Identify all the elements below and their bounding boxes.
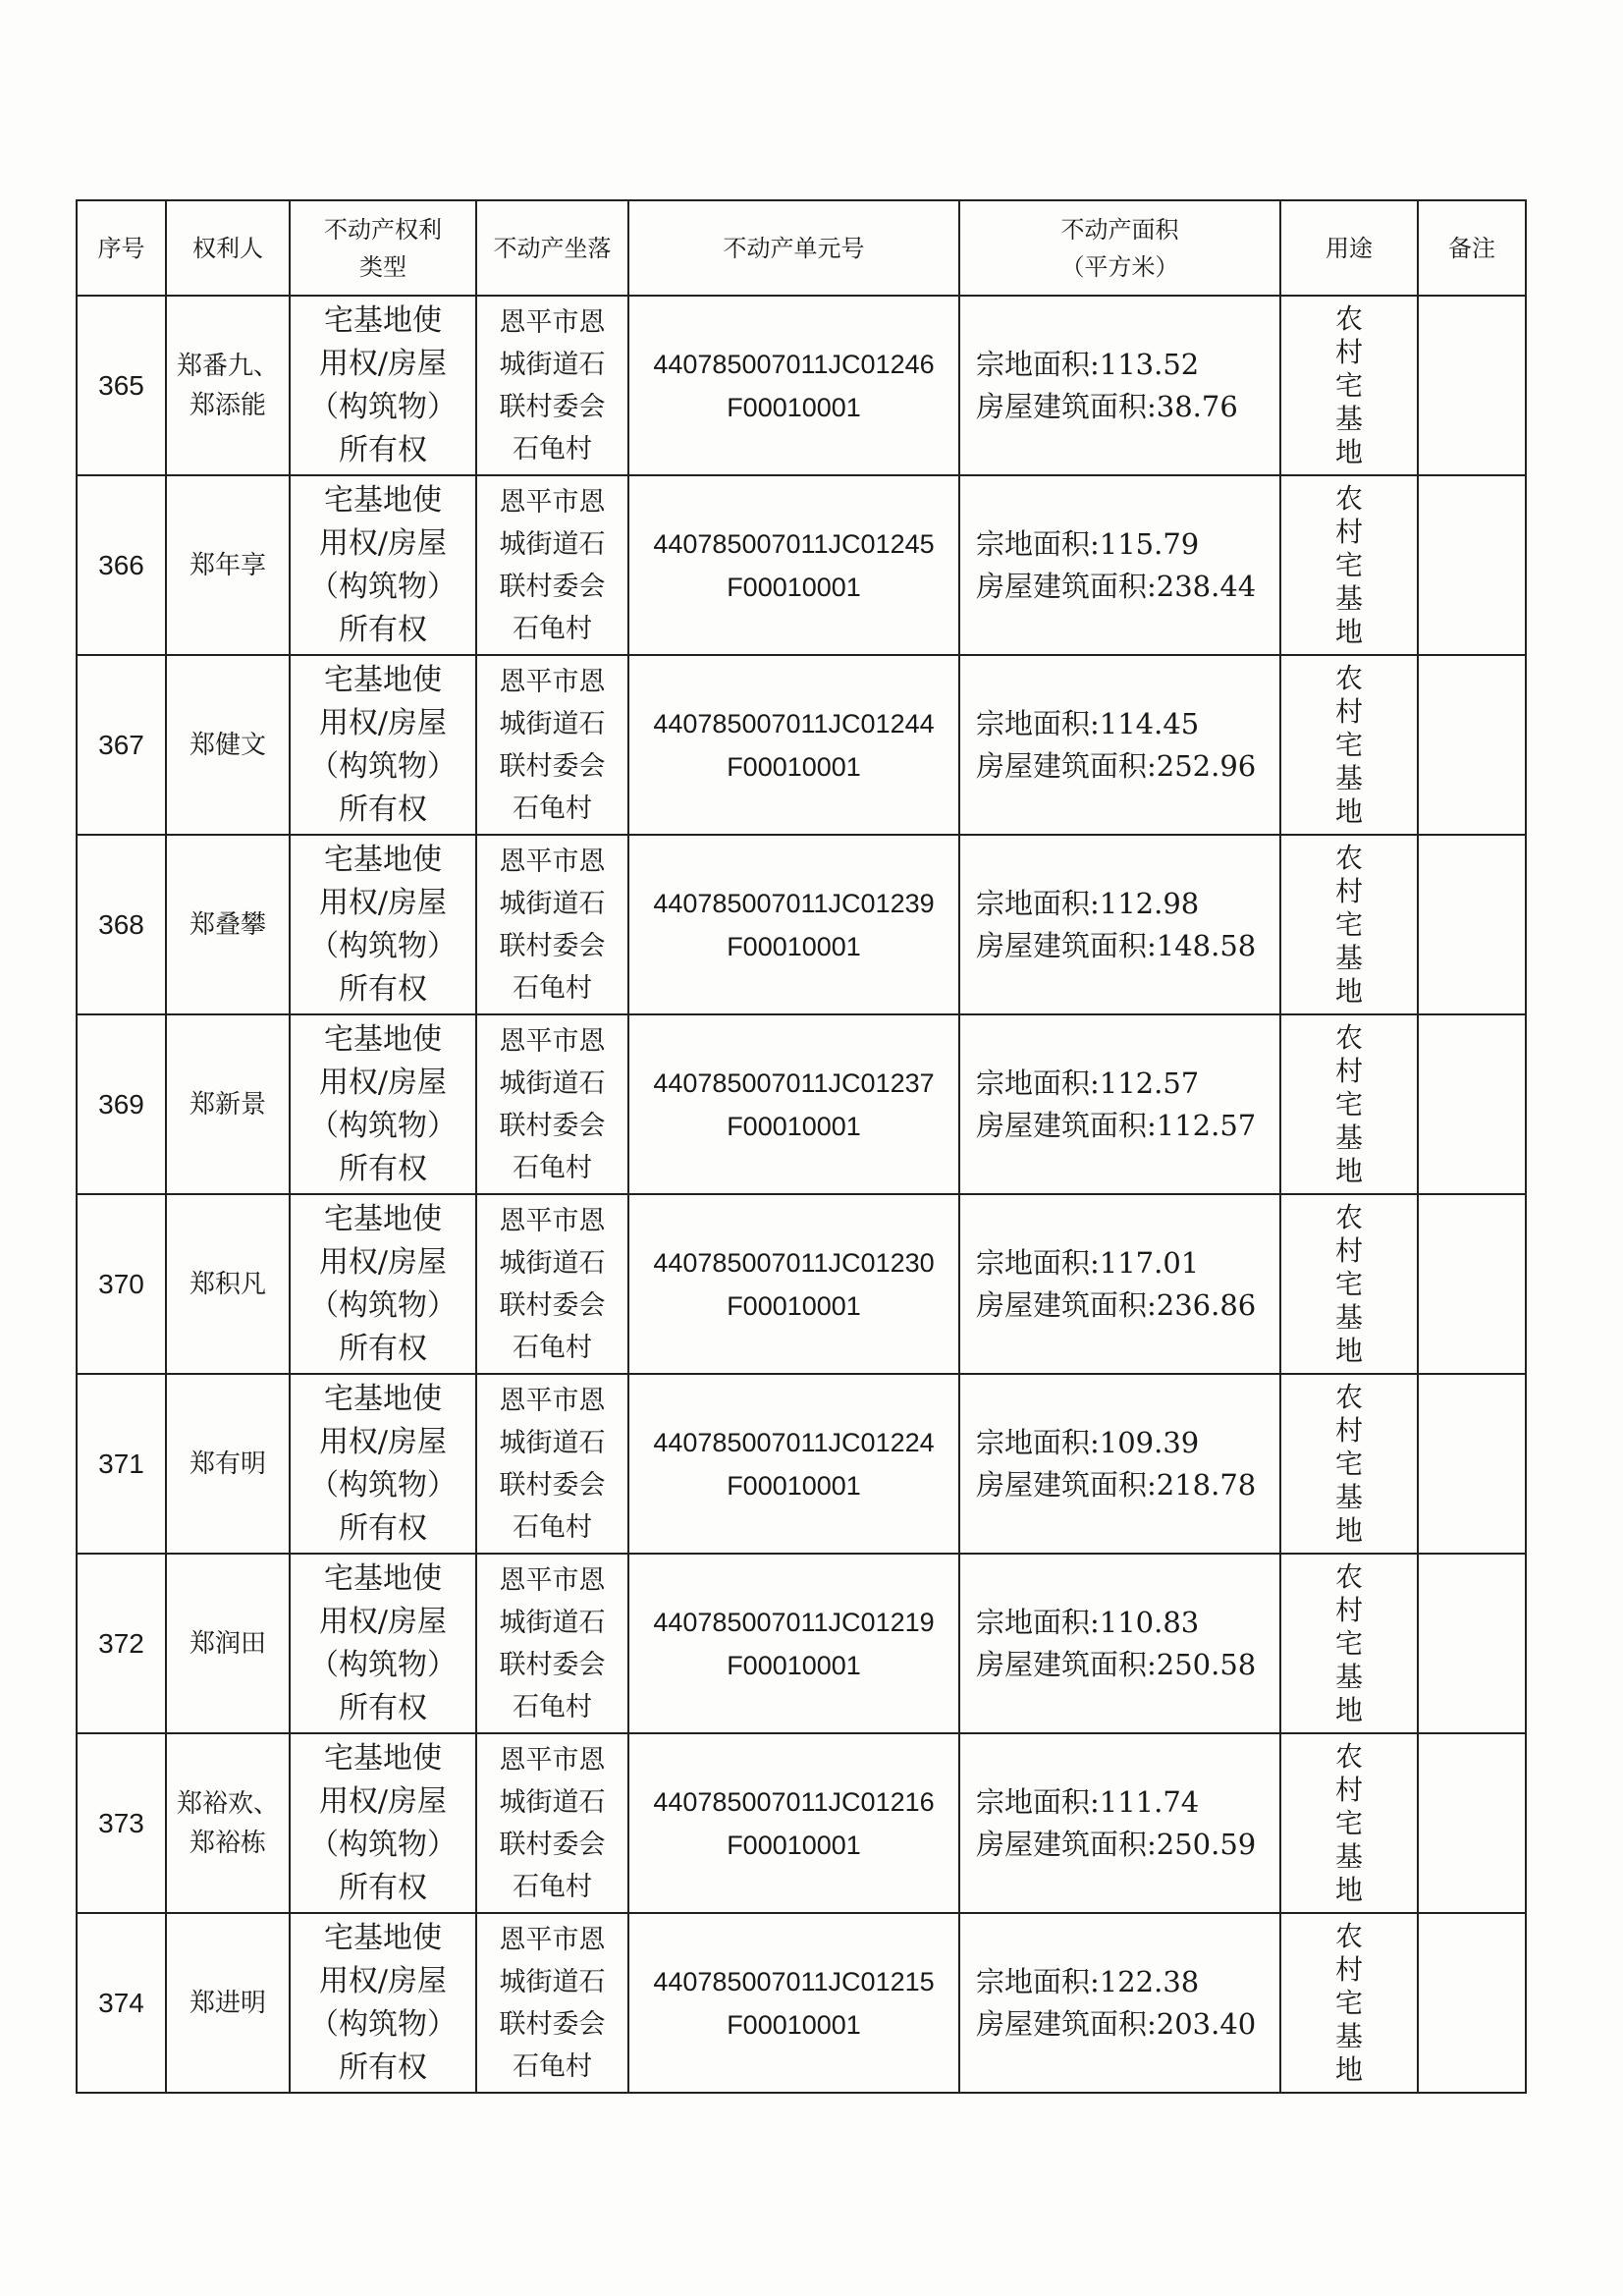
right-type-line: 宅基地使	[324, 662, 442, 697]
location-line: 恩平市恩	[499, 1205, 606, 1236]
location-line: 城街道石	[499, 1247, 606, 1279]
header-right-type	[290, 200, 476, 296]
right-type-line: 用权/房屋	[318, 346, 448, 381]
location-line: 石龟村	[513, 1871, 592, 1902]
location-line: 石龟村	[513, 972, 592, 1004]
holder-line: 郑年享	[189, 550, 266, 580]
use-char: 农	[1334, 841, 1363, 874]
location-line: 联村委会	[499, 571, 606, 602]
land-area: 宗地面积:115.79	[976, 526, 1200, 561]
use-char: 村	[1334, 335, 1363, 368]
holder-line: 郑番九、	[176, 351, 279, 381]
unit-no-line: F00010001	[727, 1470, 861, 1501]
use-char: 基	[1334, 1300, 1363, 1334]
right-type-line: 所有权	[339, 1331, 427, 1366]
unit-no-line: 440785007011JC01230	[653, 1247, 935, 1278]
unit-no-line: 440785007011JC01216	[653, 1786, 935, 1817]
location-line: 恩平市恩	[499, 1924, 606, 1955]
location-line: 城街道石	[499, 528, 606, 560]
cell-location	[476, 296, 628, 475]
header-row	[77, 200, 1526, 296]
use-char: 基	[1334, 581, 1363, 615]
table-row	[77, 835, 1526, 1014]
land-area: 宗地面积:111.74	[976, 1784, 1200, 1819]
cell-note	[1418, 655, 1526, 835]
cell-holder	[166, 475, 290, 655]
cell-right-type	[290, 1733, 476, 1913]
use-char: 农	[1334, 1380, 1363, 1413]
use-char: 基	[1334, 941, 1363, 974]
use-char: 宅	[1334, 1447, 1363, 1480]
cell-area	[959, 1014, 1280, 1194]
use-char: 村	[1334, 515, 1363, 548]
use-char: 村	[1334, 1952, 1363, 1986]
location-line: 城街道石	[499, 1427, 606, 1458]
cell-location	[476, 1374, 628, 1554]
land-area: 宗地面积:109.39	[976, 1425, 1200, 1459]
right-type-line: 用权/房屋	[318, 885, 448, 920]
use-char: 宅	[1334, 1267, 1363, 1300]
cell-unit-no	[628, 1194, 959, 1374]
location-line: 城街道石	[499, 1966, 606, 1997]
cell-use	[1280, 475, 1418, 655]
right-type-line: 用权/房屋	[318, 1604, 448, 1639]
cell-location	[476, 1733, 628, 1913]
land-area: 宗地面积:117.01	[976, 1245, 1200, 1280]
building-area: 房屋建筑面积:203.40	[976, 2006, 1257, 2041]
use-char: 地	[1334, 794, 1363, 828]
right-type-line: 所有权	[339, 432, 427, 467]
right-type-line: 用权/房屋	[318, 1783, 448, 1819]
use-char: 农	[1334, 1559, 1363, 1593]
right-type-line: 所有权	[339, 1690, 427, 1725]
table-row	[77, 1194, 1526, 1374]
cell-note	[1418, 1374, 1526, 1554]
location-line: 石龟村	[513, 613, 592, 644]
use-char: 宅	[1334, 1986, 1363, 2019]
cell-note	[1418, 1733, 1526, 1913]
unit-no-line: F00010001	[727, 2009, 861, 2040]
use-char: 村	[1334, 1233, 1363, 1267]
cell-unit-no	[628, 655, 959, 835]
building-area: 房屋建筑面积:252.96	[976, 748, 1257, 783]
right-type-line: 所有权	[339, 792, 427, 827]
cell-note	[1418, 1554, 1526, 1733]
location-line: 城街道石	[499, 1786, 606, 1818]
location-line: 城街道石	[499, 1607, 606, 1638]
cell-use	[1280, 1014, 1418, 1194]
right-type-line: 用权/房屋	[318, 1963, 448, 1998]
land-area: 宗地面积:114.45	[976, 706, 1200, 740]
cell-location	[476, 1194, 628, 1374]
cell-seq: 374	[77, 1913, 166, 2093]
cell-location	[476, 475, 628, 655]
building-area: 房屋建筑面积:250.59	[976, 1827, 1257, 1861]
table-header	[77, 200, 1526, 296]
cell-right-type	[290, 1554, 476, 1733]
use-char: 农	[1334, 1200, 1363, 1233]
right-type-line: 宅基地使	[324, 1381, 442, 1416]
table-row	[77, 1374, 1526, 1554]
right-type-line: （构筑物）	[309, 1287, 457, 1323]
use-char: 村	[1334, 1054, 1363, 1087]
cell-use	[1280, 1733, 1418, 1913]
cell-seq: 369	[77, 1014, 166, 1194]
header-seq: 序号	[77, 200, 166, 296]
cell-seq: 368	[77, 835, 166, 1014]
use-char: 宅	[1334, 1806, 1363, 1839]
header-area-line2: （平方米）	[1060, 252, 1179, 281]
right-type-line: 用权/房屋	[318, 705, 448, 740]
unit-no-line: 440785007011JC01244	[653, 708, 935, 738]
header-unit-no: 不动产单元号	[628, 200, 959, 296]
cell-unit-no	[628, 475, 959, 655]
right-type-line: 所有权	[339, 2050, 427, 2085]
right-type-line: 所有权	[339, 1510, 427, 1546]
location-line: 城街道石	[499, 708, 606, 739]
cell-right-type	[290, 296, 476, 475]
use-char: 基	[1334, 1121, 1363, 1154]
building-area: 房屋建筑面积:236.86	[976, 1287, 1257, 1322]
cell-area	[959, 1913, 1280, 2093]
unit-no-line: F00010001	[727, 572, 861, 602]
use-char: 基	[1334, 1480, 1363, 1513]
use-char: 农	[1334, 1919, 1363, 1952]
unit-no-line: F00010001	[727, 1290, 861, 1321]
table-row	[77, 1913, 1526, 2093]
table-row	[77, 1014, 1526, 1194]
cell-unit-no	[628, 1554, 959, 1733]
use-char: 村	[1334, 874, 1363, 907]
property-register-table	[76, 199, 1527, 2094]
use-char: 地	[1334, 974, 1363, 1008]
holder-line: 郑健文	[189, 730, 266, 760]
table-row	[77, 1733, 1526, 1913]
cell-location	[476, 1554, 628, 1733]
location-line: 联村委会	[499, 391, 606, 422]
cell-area	[959, 1733, 1280, 1913]
table-row	[77, 655, 1526, 835]
cell-note	[1418, 1913, 1526, 2093]
cell-unit-no	[628, 296, 959, 475]
holder-line: 郑有明	[189, 1449, 266, 1479]
table-body	[77, 296, 1526, 2093]
table-row	[77, 296, 1526, 475]
header-right-type-line2: 类型	[359, 252, 406, 281]
cell-seq: 371	[77, 1374, 166, 1554]
cell-area	[959, 835, 1280, 1014]
use-char: 农	[1334, 1020, 1363, 1054]
cell-use	[1280, 1554, 1418, 1733]
land-area: 宗地面积:113.52	[976, 347, 1200, 381]
use-char: 农	[1334, 661, 1363, 694]
holder-line: 郑进明	[189, 1988, 266, 2018]
location-line: 恩平市恩	[499, 486, 606, 518]
cell-holder	[166, 655, 290, 835]
land-area: 宗地面积:112.98	[976, 886, 1200, 920]
right-type-line: 宅基地使	[324, 1740, 442, 1776]
cell-right-type	[290, 835, 476, 1014]
cell-note	[1418, 296, 1526, 475]
cell-area	[959, 1194, 1280, 1374]
cell-note	[1418, 475, 1526, 655]
header-note: 备注	[1418, 200, 1526, 296]
right-type-line: （构筑物）	[309, 1647, 457, 1682]
table-row	[77, 475, 1526, 655]
location-line: 恩平市恩	[499, 666, 606, 697]
table-row	[77, 1554, 1526, 1733]
unit-no-line: 440785007011JC01224	[653, 1427, 935, 1457]
use-char: 农	[1334, 1739, 1363, 1773]
cell-right-type	[290, 1194, 476, 1374]
cell-area	[959, 475, 1280, 655]
right-type-line: 所有权	[339, 971, 427, 1007]
use-char: 地	[1334, 1873, 1363, 1906]
location-line: 联村委会	[499, 2008, 606, 2040]
use-char: 地	[1334, 435, 1363, 468]
use-char: 村	[1334, 1413, 1363, 1447]
cell-seq: 365	[77, 296, 166, 475]
use-char: 宅	[1334, 728, 1363, 761]
cell-right-type	[290, 655, 476, 835]
building-area: 房屋建筑面积:112.57	[976, 1108, 1257, 1142]
use-char: 农	[1334, 301, 1363, 335]
right-type-line: 宅基地使	[324, 302, 442, 338]
cell-seq: 372	[77, 1554, 166, 1733]
right-type-line: 用权/房屋	[318, 1424, 448, 1459]
location-line: 恩平市恩	[499, 1744, 606, 1776]
use-char: 宅	[1334, 1626, 1363, 1660]
unit-no-line: 440785007011JC01239	[653, 888, 935, 918]
cell-unit-no	[628, 1733, 959, 1913]
right-type-line: 用权/房屋	[318, 1244, 448, 1280]
cell-right-type	[290, 1014, 476, 1194]
cell-area	[959, 655, 1280, 835]
right-type-line: 所有权	[339, 1151, 427, 1186]
use-char: 基	[1334, 2019, 1363, 2052]
right-type-line: （构筑物）	[309, 748, 457, 784]
right-type-line: （构筑物）	[309, 569, 457, 604]
location-line: 石龟村	[513, 2050, 592, 2082]
location-line: 石龟村	[513, 433, 592, 465]
right-type-line: 用权/房屋	[318, 525, 448, 561]
right-type-line: 宅基地使	[324, 1560, 442, 1596]
location-line: 石龟村	[513, 1332, 592, 1363]
header-area	[959, 200, 1280, 296]
land-area: 宗地面积:110.83	[976, 1605, 1200, 1639]
cell-seq: 373	[77, 1733, 166, 1913]
use-char: 基	[1334, 1839, 1363, 1873]
cell-seq: 366	[77, 475, 166, 655]
use-char: 地	[1334, 2052, 1363, 2086]
cell-unit-no	[628, 1014, 959, 1194]
unit-no-line: F00010001	[727, 931, 861, 961]
cell-location	[476, 835, 628, 1014]
holder-line: 郑润田	[189, 1628, 266, 1659]
location-line: 恩平市恩	[499, 1025, 606, 1057]
cell-holder	[166, 1554, 290, 1733]
right-type-line: （构筑物）	[309, 1467, 457, 1503]
land-area: 宗地面积:112.57	[976, 1066, 1200, 1100]
unit-no-line: 440785007011JC01219	[653, 1607, 935, 1637]
use-char: 地	[1334, 615, 1363, 648]
cell-use	[1280, 1374, 1418, 1554]
right-type-line: 所有权	[339, 1870, 427, 1905]
location-line: 恩平市恩	[499, 306, 606, 338]
use-char: 地	[1334, 1693, 1363, 1726]
use-char: 地	[1334, 1154, 1363, 1187]
cell-seq: 370	[77, 1194, 166, 1374]
use-char: 宅	[1334, 907, 1363, 941]
cell-note	[1418, 1014, 1526, 1194]
use-char: 基	[1334, 1660, 1363, 1693]
unit-no-line: F00010001	[727, 392, 861, 422]
cell-seq: 367	[77, 655, 166, 835]
cell-right-type	[290, 475, 476, 655]
use-char: 基	[1334, 402, 1363, 435]
location-line: 联村委会	[499, 750, 606, 782]
use-char: 村	[1334, 1773, 1363, 1806]
use-char: 地	[1334, 1334, 1363, 1367]
cell-holder	[166, 1374, 290, 1554]
header-use: 用途	[1280, 200, 1418, 296]
right-type-line: 宅基地使	[324, 1201, 442, 1236]
cell-location	[476, 655, 628, 835]
cell-note	[1418, 1194, 1526, 1374]
location-line: 联村委会	[499, 1649, 606, 1680]
location-line: 联村委会	[499, 1110, 606, 1141]
cell-area	[959, 1374, 1280, 1554]
location-line: 石龟村	[513, 1152, 592, 1183]
use-char: 宅	[1334, 548, 1363, 581]
use-char: 宅	[1334, 1087, 1363, 1121]
header-right-type-line1: 不动产权利	[324, 215, 442, 244]
header-holder: 权利人	[166, 200, 290, 296]
cell-note	[1418, 835, 1526, 1014]
building-area: 房屋建筑面积:250.58	[976, 1647, 1257, 1681]
cell-use	[1280, 1913, 1418, 2093]
header-location: 不动产坐落	[476, 200, 628, 296]
cell-right-type	[290, 1374, 476, 1554]
right-type-line: 宅基地使	[324, 842, 442, 877]
unit-no-line: F00010001	[727, 751, 861, 782]
cell-right-type	[290, 1913, 476, 2093]
header-area-line1: 不动产面积	[1060, 215, 1179, 244]
building-area: 房屋建筑面积:238.44	[976, 569, 1257, 603]
location-line: 城街道石	[499, 1067, 606, 1099]
use-char: 基	[1334, 761, 1363, 794]
cell-unit-no	[628, 835, 959, 1014]
right-type-line: （构筑物）	[309, 2006, 457, 2042]
unit-no-line: 440785007011JC01245	[653, 528, 935, 559]
use-char: 宅	[1334, 368, 1363, 402]
location-line: 联村委会	[499, 1469, 606, 1501]
unit-no-line: F00010001	[727, 1650, 861, 1680]
building-area: 房屋建筑面积:38.76	[976, 389, 1238, 423]
use-char: 农	[1334, 481, 1363, 515]
holder-line: 郑添能	[189, 390, 266, 420]
location-line: 联村委会	[499, 1829, 606, 1860]
unit-no-line: F00010001	[727, 1830, 861, 1860]
holder-line: 郑积凡	[189, 1269, 266, 1299]
cell-area	[959, 296, 1280, 475]
cell-unit-no	[628, 1913, 959, 2093]
cell-location	[476, 1014, 628, 1194]
cell-use	[1280, 655, 1418, 835]
cell-unit-no	[628, 1374, 959, 1554]
unit-no-line: 440785007011JC01215	[653, 1966, 935, 1996]
location-line: 石龟村	[513, 1511, 592, 1543]
holder-line: 郑裕欢、	[176, 1788, 279, 1819]
unit-no-line: 440785007011JC01246	[653, 349, 935, 379]
cell-holder	[166, 1014, 290, 1194]
location-line: 恩平市恩	[499, 1385, 606, 1416]
holder-line: 郑叠攀	[189, 909, 266, 940]
cell-holder	[166, 1913, 290, 2093]
location-line: 联村委会	[499, 1289, 606, 1321]
cell-area	[959, 1554, 1280, 1733]
right-type-line: （构筑物）	[309, 928, 457, 963]
unit-no-line: 440785007011JC01237	[653, 1067, 935, 1098]
location-line: 石龟村	[513, 793, 592, 824]
unit-no-line: F00010001	[727, 1111, 861, 1141]
location-line: 城街道石	[499, 888, 606, 919]
building-area: 房屋建筑面积:148.58	[976, 928, 1257, 962]
location-line: 恩平市恩	[499, 1564, 606, 1596]
building-area: 房屋建筑面积:218.78	[976, 1467, 1257, 1502]
use-char: 村	[1334, 1593, 1363, 1626]
location-line: 城街道石	[499, 349, 606, 380]
use-char: 村	[1334, 694, 1363, 728]
cell-use	[1280, 835, 1418, 1014]
right-type-line: 宅基地使	[324, 1920, 442, 1955]
cell-use	[1280, 1194, 1418, 1374]
use-char: 地	[1334, 1513, 1363, 1547]
cell-location	[476, 1913, 628, 2093]
location-line: 恩平市恩	[499, 846, 606, 877]
right-type-line: （构筑物）	[309, 1108, 457, 1143]
right-type-line: （构筑物）	[309, 1827, 457, 1862]
cell-holder	[166, 835, 290, 1014]
cell-holder	[166, 1194, 290, 1374]
right-type-line: 宅基地使	[324, 1021, 442, 1057]
holder-line: 郑裕栋	[189, 1828, 266, 1858]
right-type-line: 用权/房屋	[318, 1065, 448, 1100]
cell-use	[1280, 296, 1418, 475]
cell-holder	[166, 1733, 290, 1913]
right-type-line: 所有权	[339, 612, 427, 647]
holder-line: 郑新景	[189, 1089, 266, 1120]
location-line: 联村委会	[499, 930, 606, 961]
cell-holder	[166, 296, 290, 475]
location-line: 石龟村	[513, 1691, 592, 1722]
right-type-line: 宅基地使	[324, 482, 442, 518]
land-area: 宗地面积:122.38	[976, 1964, 1200, 1998]
right-type-line: （构筑物）	[309, 389, 457, 424]
